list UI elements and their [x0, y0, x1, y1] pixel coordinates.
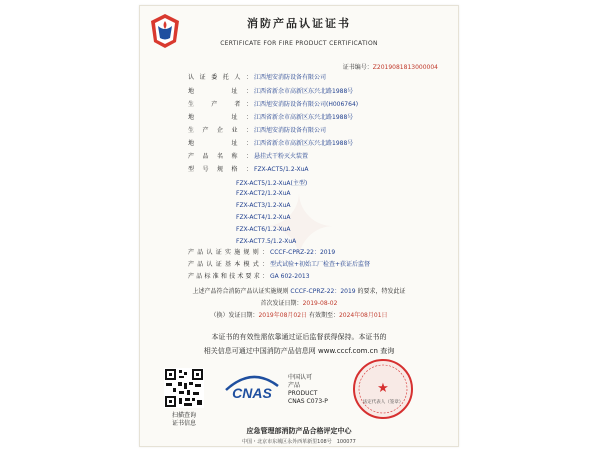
statement-prefix: 上述产品符合消防产品认证实施规则: [192, 288, 289, 295]
certificate-document: [139, 5, 459, 447]
model-line: FZX-ACT6/1.2-XuA: [236, 226, 291, 233]
certificate-title: 消防产品认证证书: [247, 17, 351, 30]
field-label: 生产企业：: [188, 127, 252, 134]
field-label: 生 产 者：: [188, 101, 252, 108]
expiry-label: 有效期至：: [308, 312, 339, 319]
conformity-statement: [146, 286, 452, 295]
issuing-authority-address: 中国・北京市东城区永外西革新里108号 100077: [242, 439, 356, 445]
field-label: 产品认证基本模式：: [188, 261, 268, 268]
field-value: 江西旭安消防设备有限公司(H006764): [254, 101, 359, 108]
official-red-seal-icon: [352, 358, 414, 420]
model-line: FZX-ACT7.5/1.2-XuA: [236, 238, 297, 245]
first-issue-row: [140, 298, 458, 307]
query-notice-prefix: 相关信息可通过中国消防产品信息网: [203, 347, 316, 355]
cnas-line: 中国认可: [288, 374, 313, 381]
field-label: 地 址：: [188, 114, 252, 121]
field-value: 江西省新余市高新区东兴北路1988号: [254, 88, 354, 95]
query-notice-suffix: 查询: [380, 347, 395, 355]
field-value: 型式试验+初始工厂检查+获证后监督: [270, 261, 371, 268]
model-line: FZX-ACT3/1.2-XuA: [236, 202, 291, 209]
certificate-title-english: CERTIFICATE FOR FIRE PRODUCT CERTIFICATION: [220, 40, 378, 47]
model-line: FZX-ACT5/1.2-XuA(主型): [236, 180, 308, 187]
expiry-date: 2024年08月01日: [338, 312, 388, 319]
qr-caption: 证书信息: [171, 420, 196, 427]
query-website: www.cccf.com.cn: [318, 347, 378, 355]
validity-notice: 本证书的有效性需依靠通过证后监督获得保持。本证书的: [211, 333, 387, 341]
svg-text:★: ★: [377, 381, 389, 396]
model-line: FZX-ACT4/1.2-XuA: [236, 214, 291, 221]
signature-text: 法定代表人（签章）: [362, 399, 404, 404]
statement-suffix: 的要求，特发此证: [357, 288, 406, 295]
query-notice: [140, 346, 458, 356]
field-label: 地 址：: [188, 140, 252, 147]
field-value: 江西旭安消防设备有限公司: [254, 127, 327, 134]
first-issue-date: 2019-08-02: [302, 300, 338, 307]
certificate-number-value: Z2019081813000004: [372, 64, 438, 71]
cnas-line: PRODUCT: [288, 390, 318, 397]
field-value: GA 602-2013: [270, 273, 310, 280]
cnas-logo-text: CNAS: [232, 385, 272, 401]
issue-date: 2019年08月02日: [258, 312, 308, 319]
field-value: 江西旭安消防设备有限公司: [254, 74, 327, 81]
qr-caption: 扫描查询: [171, 412, 196, 419]
field-value: 江西省新余市高新区东兴北路1988号: [254, 114, 354, 121]
certificate-number: [343, 62, 438, 71]
field-label: 产品认证实施规则：: [188, 249, 268, 256]
field-label: 产品标准和技术要求：: [188, 273, 268, 280]
certificate-number-label: 证书编号：: [342, 64, 373, 71]
cnas-accreditation-info: [288, 374, 328, 406]
qr-code-icon: [164, 368, 204, 408]
field-label: 地 址：: [188, 88, 252, 95]
model-line: FZX-ACT2/1.2-XuA: [236, 190, 291, 197]
cnas-line: 产品: [288, 382, 301, 389]
issue-expiry-row: [140, 310, 458, 319]
cnas-line: CNAS C073-P: [288, 398, 328, 405]
issue-label: （换）发证日期：: [210, 312, 259, 319]
field-value: 悬挂式干粉灭火装置: [254, 153, 309, 160]
field-value: FZX-ACT5/1.2-XuA: [254, 166, 309, 173]
statement-rule: CCCF-CPRZ-22：2019: [290, 288, 356, 295]
cnas-accreditation-logo-icon: [222, 370, 282, 406]
field-label: 产品名称：: [188, 153, 252, 160]
issuing-authority: 应急管理部消防产品合格评定中心: [246, 427, 352, 435]
field-label: 认证委托人：: [188, 74, 252, 81]
field-value: CCCF-CPRZ-22：2019: [270, 249, 336, 256]
first-issue-label: 首次发证日期：: [260, 300, 303, 307]
field-label: 型号规格：: [188, 166, 252, 173]
field-value: 江西省新余市高新区东兴北路1988号: [254, 140, 354, 147]
